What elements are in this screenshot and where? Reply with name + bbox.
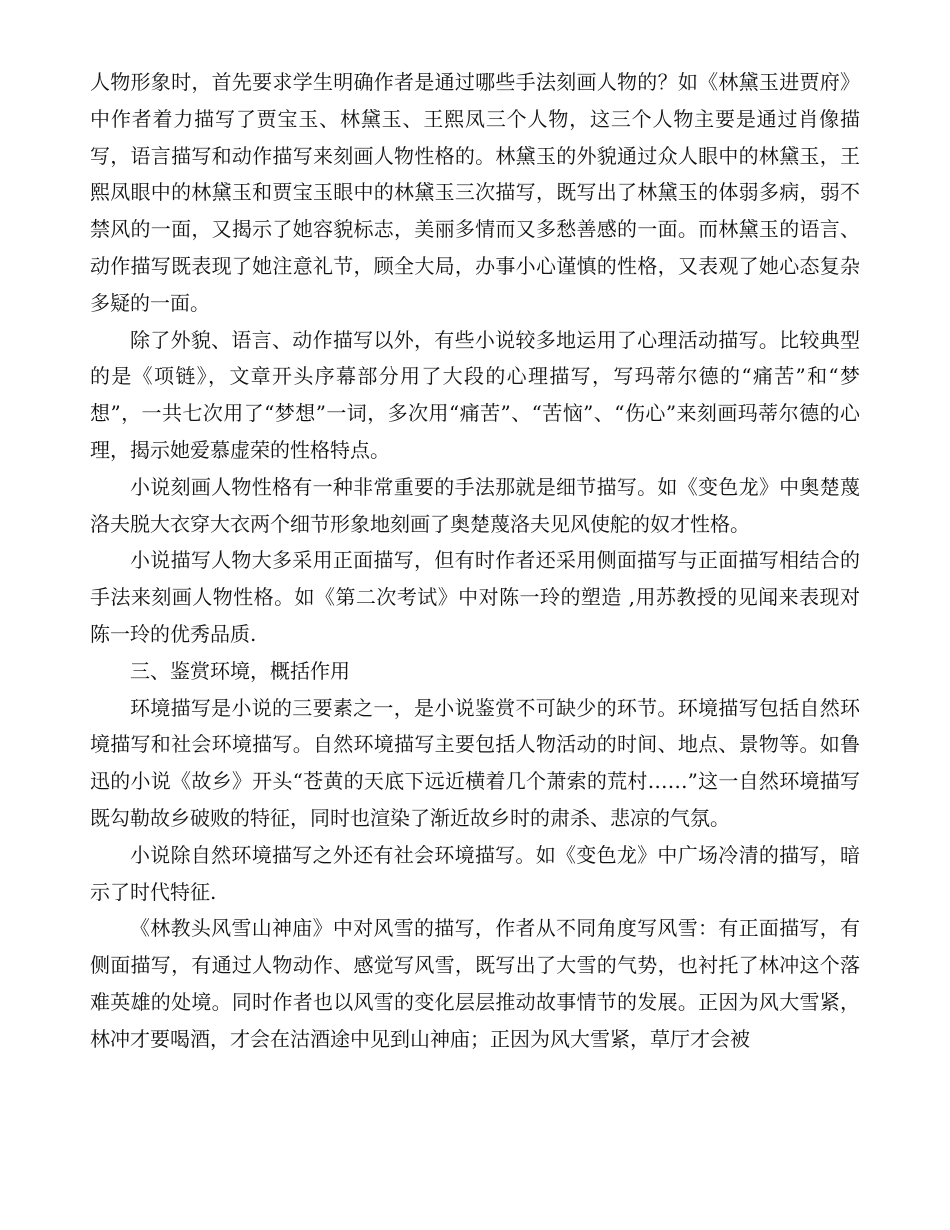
paragraph-side-description: 小说描写人物大多采用正面描写，但有时作者还采用侧面描写与正面描写相结合的手法来刻画人物性格。如《第二次考试》中对陈一玲的塑造 ,用苏教授的见闻来表现对陈一玲的优秀品质. (90, 548, 860, 646)
body-text (90, 64, 860, 1058)
paragraph-social-environment: 小说除自然环境描写之外还有社会环境描写。如《变色龙》中广场冷清的描写，暗示了时代特征. (90, 842, 860, 904)
paragraph-character-portrayal: 人物形象时，首先要求学生明确作者是通过哪些手法刻画人物的？如《林黛玉进贾府》中作者着力描写了贾宝玉、林黛玉、王熙凤三个人物，这三个人物主要是通过肖像描写，语言描写和动作描写来刻画人物性格的。林黛玉的外貌通过众人眼中的林黛玉，王熙凤眼中的林黛玉和贾宝玉眼中的林黛玉三次描写，既写出了林黛玉的体弱多病，弱不禁风的一面，又揭示了她容貌标志，美丽多情而又多愁善感的一面。而林黛玉的语言、动作描写既表现了她注意礼节，顾全大局，办事小心谨慎的性格，又表观了她心态复杂多疑的一面。 (90, 70, 860, 315)
paragraph-psychological-description: 除了外貌、语言、动作描写以外，有些小说较多地运用了心理活动描写。比较典型的是《项链》，文章开头序幕部分用了大段的心理描写，写玛蒂尔德的“痛苦”和“梦想”，一共七次用了“梦想”一词，多次用“痛苦”、“苦恼”、“伤心”来刻画玛蒂尔德的心理，揭示她爱慕虚荣的性格特点。 (90, 327, 860, 462)
paragraph-wind-snow: 《林教头风雪山神庙》中对风雪的描写，作者从不同角度写风雪：有正面描写，有侧面描写，有通过人物动作、感觉写风雪，既写出了大雪的气势，也衬托了林冲这个落难英雄的处境。同时作者也以风雪的变化层层推动故事情节的发展。正因为风大雪紧，林冲才要喝酒，才会在沽酒途中见到山神庙；正因为风大雪紧，草厅才会被 (90, 916, 860, 1051)
paragraph-detail-description: 小说刻画人物性格有一种非常重要的手法那就是细节描写。如《变色龙》中奥楚蔑洛夫脱大衣穿大衣两个细节形象地刻画了奥楚蔑洛夫见风使舵的奴才性格。 (90, 474, 860, 536)
section-heading: 三、鉴赏环境，概括作用 (130, 658, 350, 683)
paragraph-environment-description: 环境描写是小说的三要素之一，是小说鉴赏不可缺少的环节。环境描写包括自然环境描写和社会环境描写。自然环境描写主要包括人物活动的时间、地点、景物等。如鲁迅的小说《故乡》开头“苍黄的天底下远近横着几个萧索的荒村……”这一自然环境描写既勾勒故乡破败的特征，同时也渲染了渐近故乡时的肃杀、悲凉的气氛。 (90, 695, 860, 830)
